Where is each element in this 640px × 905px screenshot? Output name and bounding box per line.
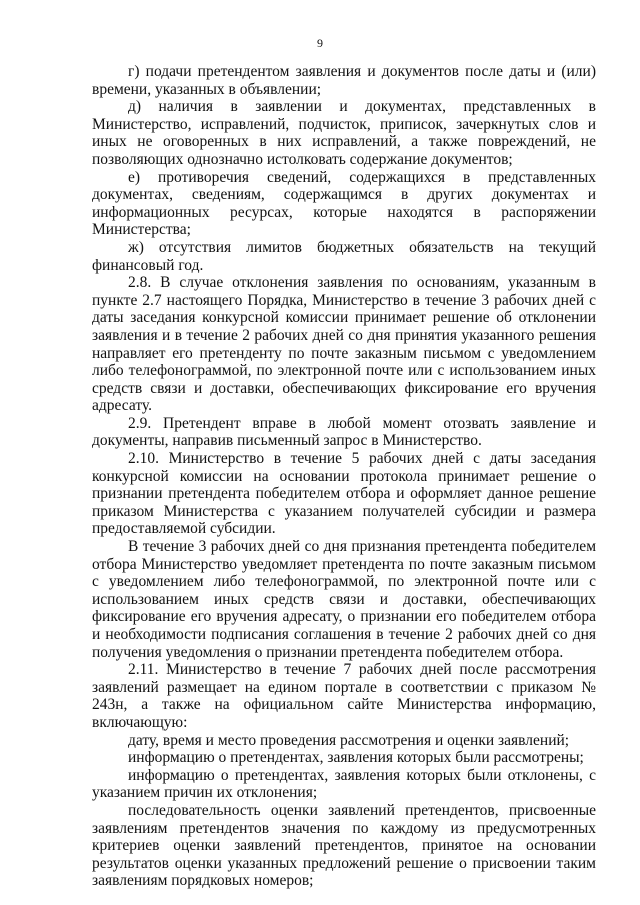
paragraph-item-d: д) наличия в заявлении и документах, представленных в Министерство, исправлений, подчисток, приписок, зачеркнутых слов и иных не оговоренных в них исправлений, а также повреждений, не позволяющих однозначно истолковать содержание документов; (92, 98, 596, 168)
paragraph-item-zh: ж) отсутствия лимитов бюджетных обязательств на текущий финансовый год. (92, 238, 596, 274)
paragraph-2-11-reviewed: информацию о претендентах, заявления которых были рассмотрены; (128, 749, 584, 767)
page-number: 9 (317, 36, 323, 50)
paragraph-2-11-ranking: последовательность оценки заявлений претендентов, присвоенные заявлениям претендентов значения по каждому из предусмотренных критериев оценки заявлений претендентов, принятое на основании результатов оценки указанных предложений решение о присвоении таким заявлениям порядковых номеров; (92, 801, 596, 890)
paragraph-2-8: 2.8. В случае отклонения заявления по основаниям, указанным в пункте 2.7 настоящего Порядка, Министерство в течение 3 рабочих дней с даты заседания конкурсной комиссии принимает решение об отклонении заявления и в течение 2 рабочих дней со дня принятия указанного решения направляет его претенденту по почте заказным письмом с уведомлением либо телефонограммой, по электронной почте или с использованием иных средств связи и доставки, обеспечивающих фиксирование его вручения адресату. (92, 274, 596, 415)
paragraph-2-10-notification: В течение 3 рабочих дней со дня признания претендента победителем отбора Министерство уведомляет претендента по почте заказным письмом с уведомлением либо телефонограммой, по электронной почте или с использованием иных средств связи и доставки, обеспечивающих фиксирование его вручения адресату, о признании его победителем отбора и необходимости подписания соглашения в течение 2 рабочих дней со дня получения уведомления о признании претендента победителем отбора. (92, 538, 596, 661)
paragraph-item-g: г) подачи претендентом заявления и документов после даты и (или) времени, указанных в объявлении; (92, 63, 596, 98)
paragraph-2-11-date-time: дату, время и место проведения рассмотрения и оценки заявлений; (128, 731, 570, 749)
paragraph-item-e: е) противоречия сведений, содержащихся в представленных документах, сведениям, содержащимся в других документах и информационных ресурсах, которые находятся в распоряжении Министерства; (92, 168, 596, 239)
paragraph-2-10: 2.10. Министерство в течение 5 рабочих дней с даты заседания конкурсной комиссии на основании протокола принимает решение о признании претендента победителем отбора и оформляет данное решение приказом Министерства с указанием получателей субсидии и размера предоставляемой субсидии. (92, 450, 596, 538)
document-body (92, 63, 596, 890)
paragraph-2-11: 2.11. Министерство в течение 7 рабочих дней после рассмотрения заявлений размещает на едином портале в соответствии с приказом № 243н, а также на официальном сайте Министерства информацию, включающую: (92, 661, 596, 731)
paragraph-2-9: 2.9. Претендент вправе в любой момент отозвать заявление и документы, направив письменный запрос в Министерство. (92, 414, 596, 450)
paragraph-2-11-rejected: информацию о претендентах, заявления которых были отклонены, с указанием причин их отклонения; (92, 766, 596, 802)
